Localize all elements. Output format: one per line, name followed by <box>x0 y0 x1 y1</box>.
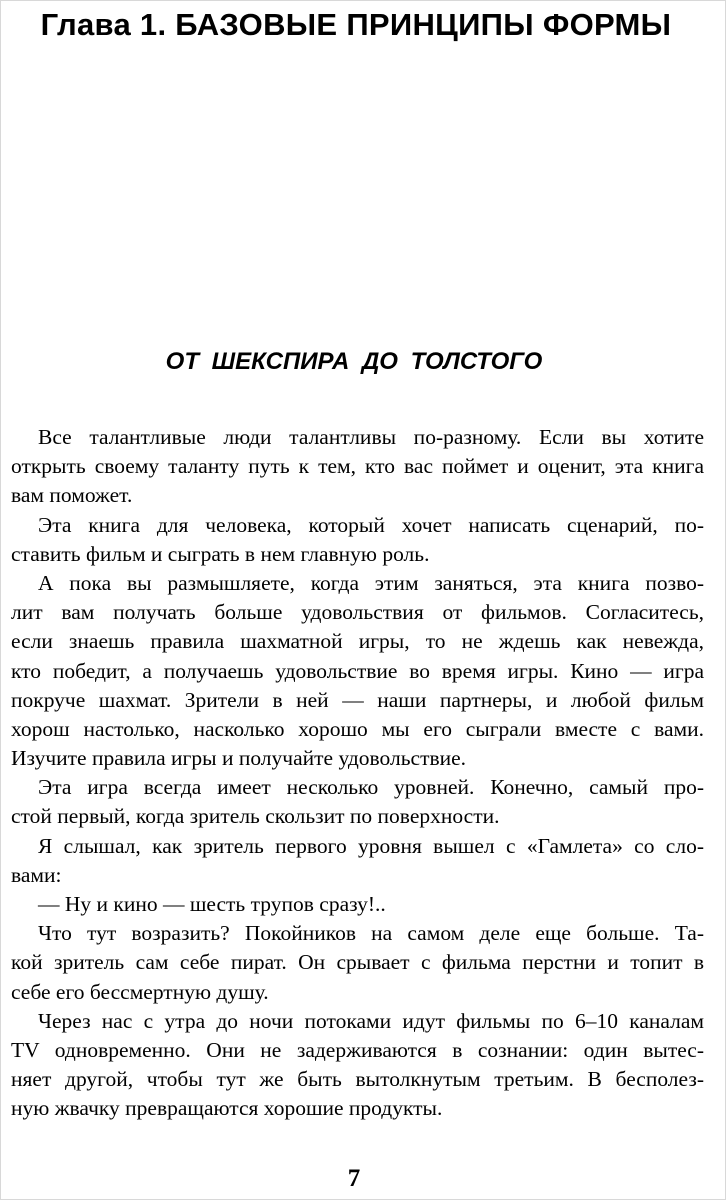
text-line: Я слышал, как зритель первого уровня вышел с «Гамлета» со сло- <box>38 833 704 858</box>
text-line: хорош настолько, насколько хорошо мы его сыграли вместе с вами. <box>11 716 704 741</box>
text-line: стой первый, когда зритель скользит по поверхности. <box>11 804 500 829</box>
text-line: Все талантливые люди талантливы по-разному. Если вы хотите <box>38 425 704 449</box>
text-line: вам поможет. <box>11 483 133 508</box>
text-line: ную жвачку превращаются хорошие продукты. <box>11 1096 443 1121</box>
page-number: 7 <box>347 1165 361 1192</box>
text-line: — Ну и кино — шесть трупов сразу!.. <box>38 892 386 916</box>
text-line: кто победит, а получаешь удовольствие во время игры. Кино — игра <box>11 658 704 683</box>
text-line: Изучите правила игры и получайте удовольствие. <box>11 746 467 771</box>
section-title: ОТ ШЕКСПИРА ДО ТОЛСТОГО <box>165 348 543 375</box>
text-line: Эта игра всегда имеет несколько уровней. Конечно, самый про- <box>38 775 704 800</box>
paragraph <box>11 890 704 919</box>
text-line: себе его бессмертную душу. <box>11 979 269 1004</box>
text-line: лит вам получать больше удовольствия от фильмов. Согласитесь, <box>11 600 704 625</box>
text-line: кой зритель сам себе пират. Он срывает с фильма перстни и топит в <box>11 950 704 975</box>
text-line: TV одновременно. Они не задерживаются в сознании: один вытес- <box>11 1037 704 1062</box>
text-line: Через нас с утра до ночи потоками идут фильмы по 6–10 каналам <box>38 1008 704 1033</box>
paragraph <box>11 773 704 831</box>
text-line: вами: <box>11 862 62 887</box>
chapter-header: Глава 1. БАЗОВЫЕ ПРИНЦИПЫ ФОРМЫ <box>40 7 672 42</box>
text-line: Что тут возразить? Покойников на самом деле еще больше. Та- <box>38 921 704 946</box>
body-text <box>11 423 704 1124</box>
paragraph <box>11 832 704 890</box>
paragraph <box>11 569 704 773</box>
text-line: Эта книга для человека, который хочет написать сценарий, по- <box>38 512 704 537</box>
text-line: няет другой, чтобы тут же быть вытолкнутым третьим. В бесполез- <box>11 1067 704 1092</box>
text-line: если знаешь правила шахматной игры, то не ждешь как невежда, <box>11 629 704 654</box>
paragraph <box>11 919 704 1007</box>
text-line: А пока вы размышляете, когда этим заняться, эта книга позво- <box>38 570 704 595</box>
paragraph <box>11 1007 704 1124</box>
text-line: покруче шахмат. Зрители в ней — наши партнеры, и любой фильм <box>11 687 704 712</box>
text-line: открыть своему таланту путь к тем, кто вас поймет и оценит, эта книга <box>11 454 704 479</box>
text-line: ставить фильм и сыграть в нем главную роль. <box>11 541 430 566</box>
paragraph <box>11 423 704 511</box>
paragraph <box>11 511 704 569</box>
